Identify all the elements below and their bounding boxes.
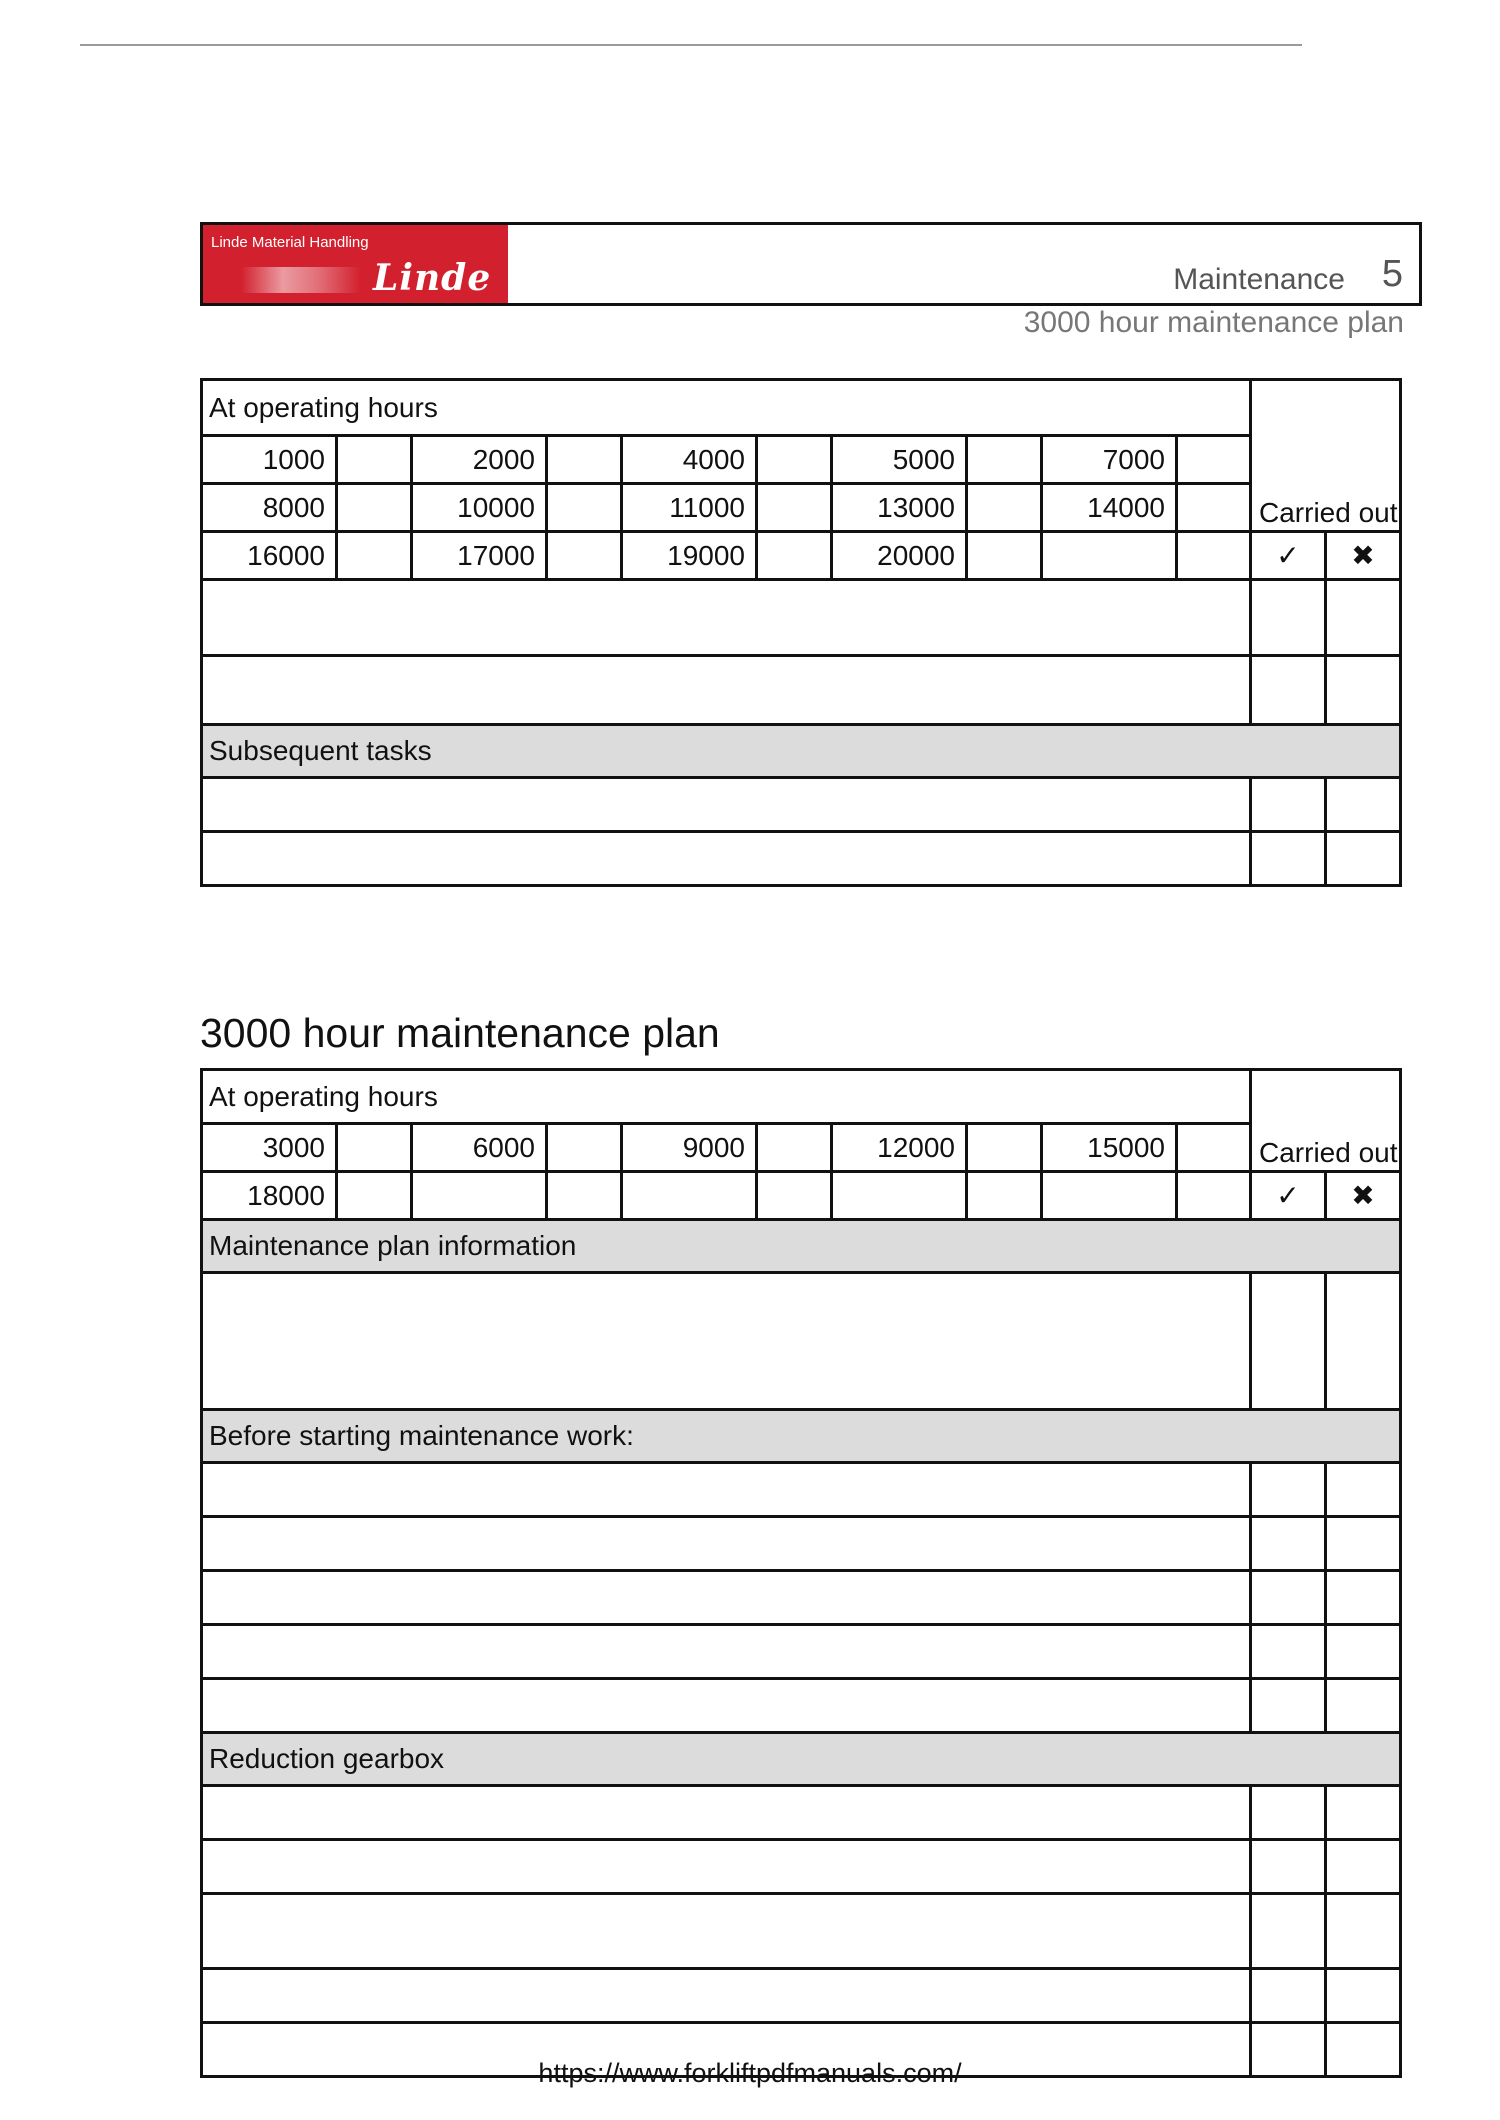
hours-box[interactable] xyxy=(1177,1124,1251,1172)
hours-cell xyxy=(832,1172,967,1220)
hours-box[interactable] xyxy=(1177,436,1251,484)
table-row xyxy=(202,380,1401,436)
operating-hours-label: At operating hours xyxy=(202,380,1251,436)
hours-box[interactable] xyxy=(967,484,1042,532)
task-cell xyxy=(202,1273,1251,1410)
task-cell xyxy=(202,1840,1251,1894)
table-row xyxy=(202,1840,1401,1894)
carried-out-checkbox[interactable] xyxy=(1251,1894,1326,1969)
hours-box[interactable] xyxy=(1177,484,1251,532)
footer-url: https://www.forkliftpdfmanuals.com/ xyxy=(538,2058,962,2088)
before-starting-work-header: Before starting maintenance work: xyxy=(202,1410,1401,1463)
hours-box[interactable] xyxy=(967,1124,1042,1172)
hours-cell: 11000 xyxy=(622,484,757,532)
cross-mark-icon: ✖ xyxy=(1326,532,1401,580)
carried-out-checkbox[interactable] xyxy=(1251,832,1326,886)
table-row xyxy=(202,1124,1401,1172)
logo-company-text: Linde Material Handling xyxy=(211,234,369,251)
task-cell xyxy=(202,1894,1251,1969)
task-cell xyxy=(202,1517,1251,1571)
hours-cell: 6000 xyxy=(412,1124,547,1172)
hours-cell: 15000 xyxy=(1042,1124,1177,1172)
not-carried-out-checkbox[interactable] xyxy=(1326,1273,1401,1410)
table-row xyxy=(202,1172,1401,1220)
hours-box[interactable] xyxy=(547,436,622,484)
check-mark-icon: ✓ xyxy=(1251,532,1326,580)
table-row xyxy=(202,1273,1401,1410)
hours-box[interactable] xyxy=(757,1172,832,1220)
hours-box[interactable] xyxy=(337,1124,412,1172)
not-carried-out-checkbox[interactable] xyxy=(1326,1463,1401,1517)
carried-out-checkbox[interactable] xyxy=(1251,656,1326,725)
section-label: Maintenance xyxy=(1173,263,1345,296)
carried-out-checkbox[interactable] xyxy=(1251,1679,1326,1733)
not-carried-out-checkbox[interactable] xyxy=(1326,778,1401,832)
task-cell xyxy=(202,778,1251,832)
check-mark-icon: ✓ xyxy=(1251,1172,1326,1220)
hours-cell: 2000 xyxy=(412,436,547,484)
hours-cell: 18000 xyxy=(202,1172,337,1220)
task-cell xyxy=(202,1786,1251,1840)
table-row xyxy=(202,1969,1401,2023)
operating-hours-label: At operating hours xyxy=(202,1070,1251,1124)
not-carried-out-checkbox[interactable] xyxy=(1326,1625,1401,1679)
table-row xyxy=(202,436,1401,484)
carried-out-checkbox[interactable] xyxy=(1251,1273,1326,1410)
task-cell xyxy=(202,580,1251,656)
hours-box[interactable] xyxy=(967,436,1042,484)
hours-box[interactable] xyxy=(1177,1172,1251,1220)
maintenance-table-1 xyxy=(200,378,1402,887)
hours-cell: 19000 xyxy=(622,532,757,580)
hours-cell: 1000 xyxy=(202,436,337,484)
hours-cell: 20000 xyxy=(832,532,967,580)
subsequent-tasks-header: Subsequent tasks xyxy=(202,725,1401,778)
hours-cell: 4000 xyxy=(622,436,757,484)
hours-box[interactable] xyxy=(547,484,622,532)
hours-cell: 7000 xyxy=(1042,436,1177,484)
hours-cell xyxy=(1042,532,1177,580)
carried-out-label: Carried out xyxy=(1251,380,1401,532)
not-carried-out-checkbox[interactable] xyxy=(1326,1969,1401,2023)
task-cell xyxy=(202,1463,1251,1517)
table-row xyxy=(202,1894,1401,1969)
carried-out-checkbox[interactable] xyxy=(1251,1517,1326,1571)
carried-out-checkbox[interactable] xyxy=(1251,1969,1326,2023)
linde-logo xyxy=(203,225,508,303)
hours-box[interactable] xyxy=(757,1124,832,1172)
carried-out-checkbox[interactable] xyxy=(1251,580,1326,656)
hours-box[interactable] xyxy=(757,532,832,580)
hours-box[interactable] xyxy=(547,1124,622,1172)
table-row xyxy=(202,1625,1401,1679)
hours-box[interactable] xyxy=(547,532,622,580)
not-carried-out-checkbox[interactable] xyxy=(1326,1786,1401,1840)
task-cell xyxy=(202,656,1251,725)
not-carried-out-checkbox[interactable] xyxy=(1326,832,1401,886)
not-carried-out-checkbox[interactable] xyxy=(1326,1894,1401,1969)
table-row xyxy=(202,1463,1401,1517)
table-row xyxy=(202,1220,1401,1273)
hours-cell: 9000 xyxy=(622,1124,757,1172)
section-title: 3000 hour maintenance plan xyxy=(200,1010,720,1056)
table-row xyxy=(202,484,1401,532)
section-number: 5 xyxy=(1381,253,1403,295)
hours-box[interactable] xyxy=(757,436,832,484)
maintenance-table-2 xyxy=(200,1068,1402,2078)
carried-out-checkbox[interactable] xyxy=(1251,778,1326,832)
table-row xyxy=(202,1571,1401,1625)
table-row xyxy=(202,580,1401,656)
not-carried-out-checkbox[interactable] xyxy=(1326,1840,1401,1894)
top-rule xyxy=(80,44,1302,46)
hours-box[interactable] xyxy=(337,1172,412,1220)
table-row xyxy=(202,1786,1401,1840)
reduction-gearbox-header: Reduction gearbox xyxy=(202,1733,1401,1786)
task-cell xyxy=(202,1969,1251,2023)
carried-out-checkbox[interactable] xyxy=(1251,1571,1326,1625)
hours-cell: 13000 xyxy=(832,484,967,532)
not-carried-out-checkbox[interactable] xyxy=(1326,1571,1401,1625)
task-cell xyxy=(202,1679,1251,1733)
hours-cell xyxy=(412,1172,547,1220)
cross-mark-icon: ✖ xyxy=(1326,1172,1401,1220)
table-row xyxy=(202,1517,1401,1571)
not-carried-out-checkbox[interactable] xyxy=(1326,656,1401,725)
hours-cell: 10000 xyxy=(412,484,547,532)
hours-cell: 5000 xyxy=(832,436,967,484)
carried-out-label: Carried out xyxy=(1251,1070,1401,1172)
hours-box[interactable] xyxy=(547,1172,622,1220)
hours-box[interactable] xyxy=(337,532,412,580)
header-subtitle: 3000 hour maintenance plan xyxy=(1023,306,1404,339)
table-row xyxy=(202,832,1401,886)
hours-cell: 14000 xyxy=(1042,484,1177,532)
table-row xyxy=(202,1410,1401,1463)
table-row xyxy=(202,778,1401,832)
hours-box[interactable] xyxy=(967,1172,1042,1220)
not-carried-out-checkbox[interactable] xyxy=(1326,1517,1401,1571)
logo-graphic xyxy=(241,267,361,293)
hours-cell: 3000 xyxy=(202,1124,337,1172)
carried-out-checkbox[interactable] xyxy=(1251,1786,1326,1840)
hours-cell: 17000 xyxy=(412,532,547,580)
logo-brand-text: Linde xyxy=(373,257,492,299)
hours-box[interactable] xyxy=(967,532,1042,580)
task-cell xyxy=(202,832,1251,886)
hours-cell xyxy=(622,1172,757,1220)
hours-cell: 16000 xyxy=(202,532,337,580)
hours-cell xyxy=(1042,1172,1177,1220)
table-row xyxy=(202,1070,1401,1124)
carried-out-checkbox[interactable] xyxy=(1251,1463,1326,1517)
hours-box[interactable] xyxy=(337,436,412,484)
hours-box[interactable] xyxy=(1177,532,1251,580)
table-row xyxy=(202,1733,1401,1786)
page-header xyxy=(200,222,1422,306)
not-carried-out-checkbox[interactable] xyxy=(1326,1679,1401,1733)
carried-out-checkbox[interactable] xyxy=(1251,1625,1326,1679)
table-row xyxy=(202,725,1401,778)
maintenance-plan-information-header: Maintenance plan information xyxy=(202,1220,1401,1273)
hours-box[interactable] xyxy=(337,484,412,532)
task-cell xyxy=(202,1625,1251,1679)
table-row xyxy=(202,656,1401,725)
hours-box[interactable] xyxy=(757,484,832,532)
table-row xyxy=(202,532,1401,580)
hours-cell: 8000 xyxy=(202,484,337,532)
not-carried-out-checkbox[interactable] xyxy=(1326,580,1401,656)
carried-out-checkbox[interactable] xyxy=(1251,1840,1326,1894)
hours-cell: 12000 xyxy=(832,1124,967,1172)
task-cell xyxy=(202,1571,1251,1625)
table-row xyxy=(202,1679,1401,1733)
